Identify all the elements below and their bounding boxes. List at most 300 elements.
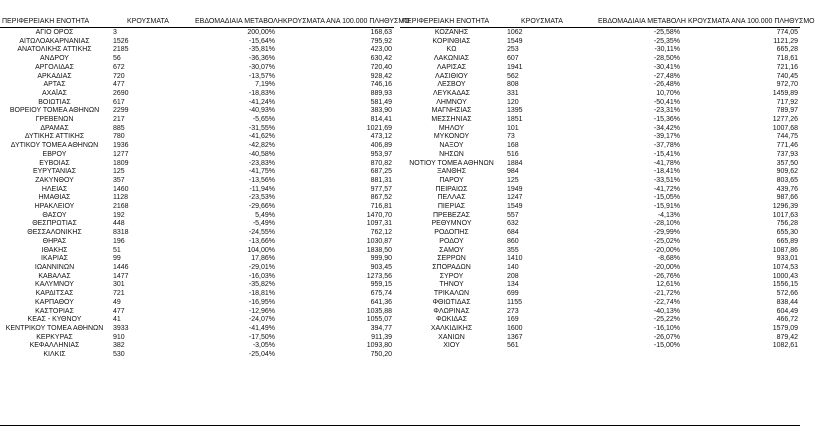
cell-weekly-change: -26,48% xyxy=(653,81,680,89)
cell-per-100k: 687,25 xyxy=(370,168,392,176)
cell-cases: 51 xyxy=(113,246,121,254)
cell-weekly-change: -40,58% xyxy=(248,150,275,158)
cell-weekly-change: -13,66% xyxy=(248,237,275,245)
header-row xyxy=(400,17,800,28)
cell-per-100k: 771,46 xyxy=(776,142,798,150)
cell-cases: 357 xyxy=(113,176,125,184)
cell-unit: ΚΕΡΚΥΡΑΣ xyxy=(36,333,73,341)
cell-per-100k: 953,97 xyxy=(370,150,392,158)
table-row xyxy=(400,342,800,351)
cell-unit: ΛΗΜΝΟΥ xyxy=(436,98,467,106)
cell-unit: ΔΡΑΜΑΣ xyxy=(40,124,69,132)
cell-weekly-change: -20,00% xyxy=(653,263,680,271)
cell-weekly-change: -22,74% xyxy=(653,298,680,306)
cell-per-100k: 1097,31 xyxy=(366,220,392,228)
cell-unit: ΘΑΣΟΥ xyxy=(42,211,67,219)
cell-unit: ΛΑΣΙΘΙΟΥ xyxy=(435,72,468,80)
table-row xyxy=(400,290,800,299)
table-row xyxy=(0,316,394,325)
cell-weekly-change: -15,00% xyxy=(653,342,680,350)
cell-cases: 561 xyxy=(507,342,519,350)
cell-per-100k: 1579,09 xyxy=(772,324,798,332)
cell-per-100k: 717,92 xyxy=(776,98,798,106)
cell-unit: ΣΕΡΡΩΝ xyxy=(437,255,466,263)
table-row xyxy=(400,316,800,325)
table-row xyxy=(400,281,800,290)
cell-cases: 49 xyxy=(113,298,121,306)
cell-weekly-change: -13,56% xyxy=(248,176,275,184)
table-row xyxy=(400,107,800,116)
table-row xyxy=(0,99,394,108)
cell-weekly-change: -29,99% xyxy=(653,229,680,237)
cell-cases: 477 xyxy=(113,81,125,89)
cell-weekly-change: 12,61% xyxy=(656,281,680,289)
cell-unit: ΛΑΚΩΝΙΑΣ xyxy=(433,55,470,63)
cell-weekly-change: -25,22% xyxy=(653,316,680,324)
cell-per-100k: 604,49 xyxy=(776,307,798,315)
cell-per-100k: 630,42 xyxy=(370,55,392,63)
cell-cases: 885 xyxy=(113,124,125,132)
cell-weekly-change: -41,78% xyxy=(653,159,680,167)
table-row xyxy=(0,203,394,212)
table-row xyxy=(0,238,394,247)
cell-per-100k: 1000,43 xyxy=(772,272,798,280)
header-per-100k: ΚΡΟΥΣΜΑΤΑ ΑΝΑ 100.000 ΠΛΗΘΥΣΜΟ xyxy=(277,17,394,28)
cell-cases: 984 xyxy=(507,168,519,176)
table-row xyxy=(0,194,394,203)
table-row xyxy=(0,133,394,142)
cell-cases: 208 xyxy=(507,272,519,280)
table-row xyxy=(0,264,394,273)
cell-weekly-change: -15,36% xyxy=(653,116,680,124)
cell-per-100k: 879,42 xyxy=(776,333,798,341)
header-unit: ΠΕΡΙΦΕΡΕΙΑΚΗ ΕΝΟΤΗΤΑ xyxy=(0,17,109,28)
cell-cases: 721 xyxy=(113,290,125,298)
cell-cases: 101 xyxy=(507,124,519,132)
cell-weekly-change: -41,72% xyxy=(653,185,680,193)
header-cases: ΚΡΟΥΣΜΑΤΑ xyxy=(503,17,598,28)
cell-per-100k: 357,50 xyxy=(776,159,798,167)
table-row xyxy=(0,212,394,221)
cell-unit: ΑΝΔΡΟΥ xyxy=(40,55,69,63)
cell-weekly-change: -35,81% xyxy=(248,46,275,54)
cell-unit: ΝΟΤΙΟΥ ΤΟΜΕΑ ΑΘΗΝΩΝ xyxy=(409,159,494,167)
cell-cases: 780 xyxy=(113,133,125,141)
cell-cases: 1600 xyxy=(507,324,523,332)
table-row xyxy=(0,28,394,38)
cell-unit: ΔΥΤΙΚΟΥ ΤΟΜΕΑ ΑΘΗΝΩΝ xyxy=(10,142,99,150)
cell-unit: ΑΧΑΪΑΣ xyxy=(42,89,67,97)
cell-cases: 617 xyxy=(113,98,125,106)
table-row xyxy=(0,160,394,169)
cell-cases: 1155 xyxy=(507,298,523,306)
cell-per-100k: 746,16 xyxy=(370,81,392,89)
cell-cases: 1549 xyxy=(507,203,523,211)
cell-weekly-change: -41,49% xyxy=(248,324,275,332)
cell-weekly-change: -5,49% xyxy=(252,220,275,228)
cell-unit: ΗΜΑΘΙΑΣ xyxy=(38,194,71,202)
cell-per-100k: 987,66 xyxy=(776,194,798,202)
cell-weekly-change: 5,49% xyxy=(255,211,275,219)
cell-weekly-change: -23,31% xyxy=(653,107,680,115)
cell-unit: ΚΕΦΑΛΛΗΝΙΑΣ xyxy=(29,342,80,350)
cell-unit: ΕΥΒΟΙΑΣ xyxy=(39,159,70,167)
cell-cases: 1936 xyxy=(113,142,129,150)
cell-weekly-change: -37,78% xyxy=(653,142,680,150)
cell-unit: ΑΝΑΤΟΛΙΚΗΣ ΑΤΤΙΚΗΣ xyxy=(17,46,92,54)
cell-cases: 1247 xyxy=(507,194,523,202)
cell-weekly-change: -5,65% xyxy=(252,116,275,124)
cell-cases: 1851 xyxy=(507,116,523,124)
cell-unit: ΝΑΞΟΥ xyxy=(439,142,464,150)
table-row xyxy=(0,290,394,299)
cell-cases: 196 xyxy=(113,237,125,245)
cell-weekly-change: 200,00% xyxy=(247,29,275,36)
cell-unit: ΧΙΟΥ xyxy=(443,342,460,350)
cell-per-100k: 1459,89 xyxy=(772,89,798,97)
cell-per-100k: 1470,70 xyxy=(366,211,392,219)
cell-cases: 808 xyxy=(507,81,519,89)
cell-cases: 253 xyxy=(507,46,519,54)
cell-per-100k: 911,39 xyxy=(371,333,392,341)
cell-weekly-change: -25,04% xyxy=(248,351,275,359)
cell-unit: ΜΑΓΝΗΣΙΑΣ xyxy=(431,107,472,115)
cell-cases: 8318 xyxy=(113,229,129,237)
cell-cases: 672 xyxy=(113,63,125,71)
cell-unit: ΤΡΙΚΑΛΩΝ xyxy=(433,290,470,298)
cell-unit: ΡΟΔΟΠΗΣ xyxy=(434,229,469,237)
cell-unit: ΚΟΡΙΝΘΙΑΣ xyxy=(432,37,471,45)
cell-unit: ΘΕΣΠΡΩΤΙΑΣ xyxy=(32,220,77,228)
cell-per-100k: 740,45 xyxy=(776,72,798,80)
cell-cases: 1367 xyxy=(507,333,523,341)
cell-cases: 125 xyxy=(507,176,519,184)
bottom-divider xyxy=(0,425,800,426)
cell-weekly-change: -39,17% xyxy=(653,133,680,141)
cell-per-100k: 867,52 xyxy=(370,194,392,202)
table-row xyxy=(400,64,800,73)
cell-cases: 2185 xyxy=(113,46,129,54)
cell-cases: 910 xyxy=(113,333,125,341)
cell-cases: 684 xyxy=(507,229,519,237)
cell-per-100k: 750,20 xyxy=(370,351,392,359)
cell-cases: 720 xyxy=(113,72,125,80)
table-row xyxy=(0,90,394,99)
cell-weekly-change: -23,83% xyxy=(248,159,275,167)
cell-weekly-change: 17,86% xyxy=(251,255,275,263)
table-body-right xyxy=(400,28,800,352)
table-row xyxy=(0,46,394,55)
cell-unit: ΛΕΥΚΑΔΑΣ xyxy=(432,89,471,97)
cell-cases: 530 xyxy=(113,351,125,359)
table-row xyxy=(400,220,800,229)
cell-cases: 1526 xyxy=(113,37,129,45)
cell-cases: 1549 xyxy=(507,37,523,45)
cell-per-100k: 1055,07 xyxy=(366,316,392,324)
cell-unit: ΦΩΚΙΔΑΣ xyxy=(435,316,468,324)
cell-cases: 516 xyxy=(507,150,519,158)
cell-weekly-change: -12,96% xyxy=(248,307,275,315)
cell-weekly-change: -25,35% xyxy=(653,37,680,45)
cell-cases: 355 xyxy=(507,246,519,254)
cell-per-100k: 933,01 xyxy=(776,255,798,263)
table-row xyxy=(0,247,394,256)
cell-unit: ΧΑΝΙΩΝ xyxy=(438,333,465,341)
cell-weekly-change: -18,83% xyxy=(248,89,275,97)
table-row xyxy=(400,160,800,169)
cell-per-100k: 870,82 xyxy=(370,159,392,167)
cell-unit: ΡΕΘΥΜΝΟΥ xyxy=(431,220,472,228)
table-row xyxy=(0,116,394,125)
cell-per-100k: 889,93 xyxy=(370,89,392,97)
cell-unit: ΒΟΙΩΤΙΑΣ xyxy=(38,98,71,106)
table-row xyxy=(400,247,800,256)
cell-cases: 607 xyxy=(507,55,519,63)
cell-cases: 382 xyxy=(113,342,125,350)
cell-weekly-change: -23,53% xyxy=(248,194,275,202)
header-row xyxy=(0,17,394,28)
table-body-left xyxy=(0,28,394,360)
table-row xyxy=(400,90,800,99)
cell-per-100k: 1277,26 xyxy=(772,116,798,124)
cell-weekly-change: -15,91% xyxy=(653,203,680,211)
cell-unit: ΚΕΑΣ - ΚΥΘΝΟΥ xyxy=(27,316,82,324)
cell-per-100k: 1030,87 xyxy=(366,237,392,245)
cell-unit: ΞΑΝΘΗΣ xyxy=(436,168,467,176)
cell-cases: 3 xyxy=(113,29,117,36)
cell-unit: ΛΕΣΒΟΥ xyxy=(437,81,466,89)
cell-cases: 140 xyxy=(507,263,519,271)
cell-per-100k: 795,92 xyxy=(370,37,392,45)
cell-cases: 1062 xyxy=(507,29,523,36)
header-weekly-change: ΕΒΔΟΜΑΔΙΑΙΑ ΜΕΤΑΒΟΛΗ xyxy=(195,17,277,28)
cell-per-100k: 744,75 xyxy=(776,133,798,141)
cell-cases: 2690 xyxy=(113,89,129,97)
cell-unit: ΑΓΙΟ ΟΡΟΣ xyxy=(35,29,74,36)
cell-unit: ΚΙΛΚΙΣ xyxy=(43,351,66,359)
cell-cases: 1949 xyxy=(507,185,523,193)
cell-weekly-change: -24,55% xyxy=(248,229,275,237)
table-row xyxy=(0,220,394,229)
cell-unit: ΒΟΡΕΙΟΥ ΤΟΜΕΑ ΑΘΗΝΩΝ xyxy=(9,107,100,115)
cell-unit: ΚΑΒΑΛΑΣ xyxy=(38,272,71,280)
table-row xyxy=(400,151,800,160)
table-row xyxy=(0,281,394,290)
table-row xyxy=(0,342,394,351)
cell-weekly-change: -33,51% xyxy=(653,176,680,184)
cell-per-100k: 718,61 xyxy=(776,55,798,63)
cell-per-100k: 466,72 xyxy=(776,316,798,324)
table-row xyxy=(0,142,394,151)
cell-cases: 1809 xyxy=(113,159,129,167)
cell-weekly-change: -15,41% xyxy=(653,150,680,158)
cell-per-100k: 903,45 xyxy=(370,263,392,271)
table-row xyxy=(400,238,800,247)
table-row xyxy=(0,273,394,282)
cell-per-100k: 675,74 xyxy=(370,290,392,298)
cell-weekly-change: -27,48% xyxy=(653,72,680,80)
cell-per-100k: 1556,15 xyxy=(772,281,798,289)
cases-table-right xyxy=(400,17,815,351)
cell-cases: 1446 xyxy=(113,263,129,271)
cell-cases: 169 xyxy=(507,316,519,324)
cell-unit: ΜΕΣΣΗΝΙΑΣ xyxy=(431,116,472,124)
cell-per-100k: 803,65 xyxy=(776,176,798,184)
cell-per-100k: 762,12 xyxy=(370,229,392,237)
cell-weekly-change: -29,01% xyxy=(248,263,275,271)
cell-weekly-change: -26,07% xyxy=(653,333,680,341)
cell-per-100k: 394,77 xyxy=(370,324,392,332)
cell-unit: ΙΚΑΡΙΑΣ xyxy=(41,255,68,263)
cell-weekly-change: -28,50% xyxy=(653,55,680,63)
cell-cases: 2299 xyxy=(113,107,129,115)
cell-cases: 1884 xyxy=(507,159,523,167)
cell-unit: ΚΑΛΥΜΝΟΥ xyxy=(35,281,74,289)
cell-cases: 699 xyxy=(507,290,519,298)
table-row xyxy=(0,107,394,116)
table-row xyxy=(0,55,394,64)
header-weekly-change: ΕΒΔΟΜΑΔΙΑΙΑ ΜΕΤΑΒΟΛΗ xyxy=(598,17,682,28)
cell-unit: ΠΑΡΟΥ xyxy=(439,176,464,184)
cell-weekly-change: -15,05% xyxy=(653,194,680,202)
cell-cases: 331 xyxy=(507,89,519,97)
table-row xyxy=(400,28,800,38)
cell-per-100k: 972,70 xyxy=(776,81,798,89)
cell-cases: 273 xyxy=(507,307,519,315)
cell-per-100k: 977,57 xyxy=(370,185,392,193)
cell-per-100k: 383,90 xyxy=(370,107,392,115)
cell-per-100k: 1021,69 xyxy=(366,124,392,132)
cell-weekly-change: -50,41% xyxy=(653,98,680,106)
cell-weekly-change: -30,41% xyxy=(653,63,680,71)
cell-per-100k: 721,16 xyxy=(776,63,798,71)
table-row xyxy=(0,177,394,186)
cell-cases: 192 xyxy=(113,211,125,219)
table-row xyxy=(400,203,800,212)
cell-unit: ΠΡΕΒΕΖΑΣ xyxy=(432,211,470,219)
cell-unit: ΚΑΡΔΙΤΣΑΣ xyxy=(35,290,74,298)
cell-per-100k: 737,93 xyxy=(776,150,798,158)
cell-weekly-change: -16,10% xyxy=(653,324,680,332)
cell-weekly-change: -8,68% xyxy=(657,255,680,263)
cell-cases: 632 xyxy=(507,220,519,228)
cell-weekly-change: -42,82% xyxy=(248,142,275,150)
cell-cases: 448 xyxy=(113,220,125,228)
cell-cases: 56 xyxy=(113,55,121,63)
cell-unit: ΚΩ xyxy=(446,46,457,54)
cell-cases: 1460 xyxy=(113,185,129,193)
header-cases: ΚΡΟΥΣΜΑΤΑ xyxy=(109,17,195,28)
cell-unit: ΚΑΡΠΑΘΟΥ xyxy=(35,298,74,306)
cell-unit: ΓΡΕΒΕΝΩΝ xyxy=(35,116,74,124)
cell-unit: ΚΕΝΤΡΙΚΟΥ ΤΟΜΕΑ ΑΘΗΝΩΝ xyxy=(5,324,104,332)
cell-unit: ΙΩΑΝΝΙΝΩΝ xyxy=(34,263,75,271)
cell-per-100k: 1017,63 xyxy=(772,211,798,219)
table-row xyxy=(400,142,800,151)
cell-cases: 562 xyxy=(507,72,519,80)
table-row xyxy=(0,299,394,308)
cell-unit: ΘΕΣΣΑΛΟΝΙΚΗΣ xyxy=(27,229,82,237)
table-row xyxy=(0,186,394,195)
cell-cases: 1410 xyxy=(507,255,523,263)
cell-per-100k: 655,30 xyxy=(776,229,798,237)
cell-per-100k: 1007,68 xyxy=(772,124,798,132)
table-row xyxy=(0,229,394,238)
table-row xyxy=(400,116,800,125)
cell-per-100k: 756,28 xyxy=(776,220,798,228)
cell-per-100k: 665,28 xyxy=(776,46,798,54)
cell-per-100k: 1296,39 xyxy=(772,203,798,211)
cell-per-100k: 1087,86 xyxy=(772,246,798,254)
cell-per-100k: 641,36 xyxy=(370,298,392,306)
table-row xyxy=(0,255,394,264)
table-row xyxy=(0,334,394,343)
cell-unit: ΠΙΕΡΙΑΣ xyxy=(437,203,466,211)
cell-per-100k: 1035,88 xyxy=(366,307,392,315)
table-row xyxy=(0,64,394,73)
cell-unit: ΖΑΚΥΝΘΟΥ xyxy=(35,176,74,184)
cell-unit: ΡΟΔΟΥ xyxy=(439,237,464,245)
cell-per-100k: 665,89 xyxy=(776,237,798,245)
table-row xyxy=(400,299,800,308)
cell-weekly-change: -35,82% xyxy=(248,281,275,289)
cell-weekly-change: -34,42% xyxy=(653,124,680,132)
cell-cases: 301 xyxy=(113,281,125,289)
cell-per-100k: 439,76 xyxy=(776,185,798,193)
cell-per-100k: 423,00 xyxy=(370,46,392,54)
cell-unit: ΦΛΩΡΙΝΑΣ xyxy=(433,307,470,315)
table-row xyxy=(0,81,394,90)
table-row xyxy=(400,81,800,90)
cell-cases: 134 xyxy=(507,281,519,289)
cell-unit: ΜΗΛΟΥ xyxy=(438,124,465,132)
table-row xyxy=(0,308,394,317)
cell-per-100k: 1273,56 xyxy=(366,272,392,280)
table-row xyxy=(0,351,394,360)
table-row xyxy=(400,264,800,273)
cell-per-100k: 814,41 xyxy=(370,116,392,124)
table-row xyxy=(400,46,800,55)
cell-per-100k: 1074,53 xyxy=(772,263,798,271)
cases-table-left xyxy=(0,17,410,360)
cell-per-100k: 959,15 xyxy=(370,281,392,289)
cell-cases: 168 xyxy=(507,142,519,150)
cell-cases: 125 xyxy=(113,168,125,176)
cell-unit: ΠΕΙΡΑΙΩΣ xyxy=(435,185,468,193)
cell-unit: ΤΗΝΟΥ xyxy=(439,281,464,289)
cell-cases: 1128 xyxy=(113,194,129,202)
table-row xyxy=(400,177,800,186)
table-row xyxy=(400,38,800,47)
cell-cases: 477 xyxy=(113,307,125,315)
cell-per-100k: 1093,80 xyxy=(366,342,392,350)
table-row xyxy=(400,133,800,142)
header-per-100k: ΚΡΟΥΣΜΑΤΑ ΑΝΑ 100.000 ΠΛΗΘΥΣΜΟ xyxy=(682,17,800,28)
cell-per-100k: 1838,50 xyxy=(366,246,392,254)
table-row xyxy=(400,125,800,134)
cell-cases: 3933 xyxy=(113,324,129,332)
cell-per-100k: 928,42 xyxy=(370,72,392,80)
cell-weekly-change: 7,19% xyxy=(255,81,275,89)
cell-unit: ΧΑΛΚΙΔΙΚΗΣ xyxy=(430,324,473,332)
cell-weekly-change: -41,62% xyxy=(248,133,275,141)
table-row xyxy=(0,125,394,134)
cell-per-100k: 881,31 xyxy=(370,176,392,184)
cell-unit: ΣΑΜΟΥ xyxy=(439,246,464,254)
cell-weekly-change: -15,64% xyxy=(248,37,275,45)
table-row xyxy=(0,38,394,47)
table-row xyxy=(400,255,800,264)
